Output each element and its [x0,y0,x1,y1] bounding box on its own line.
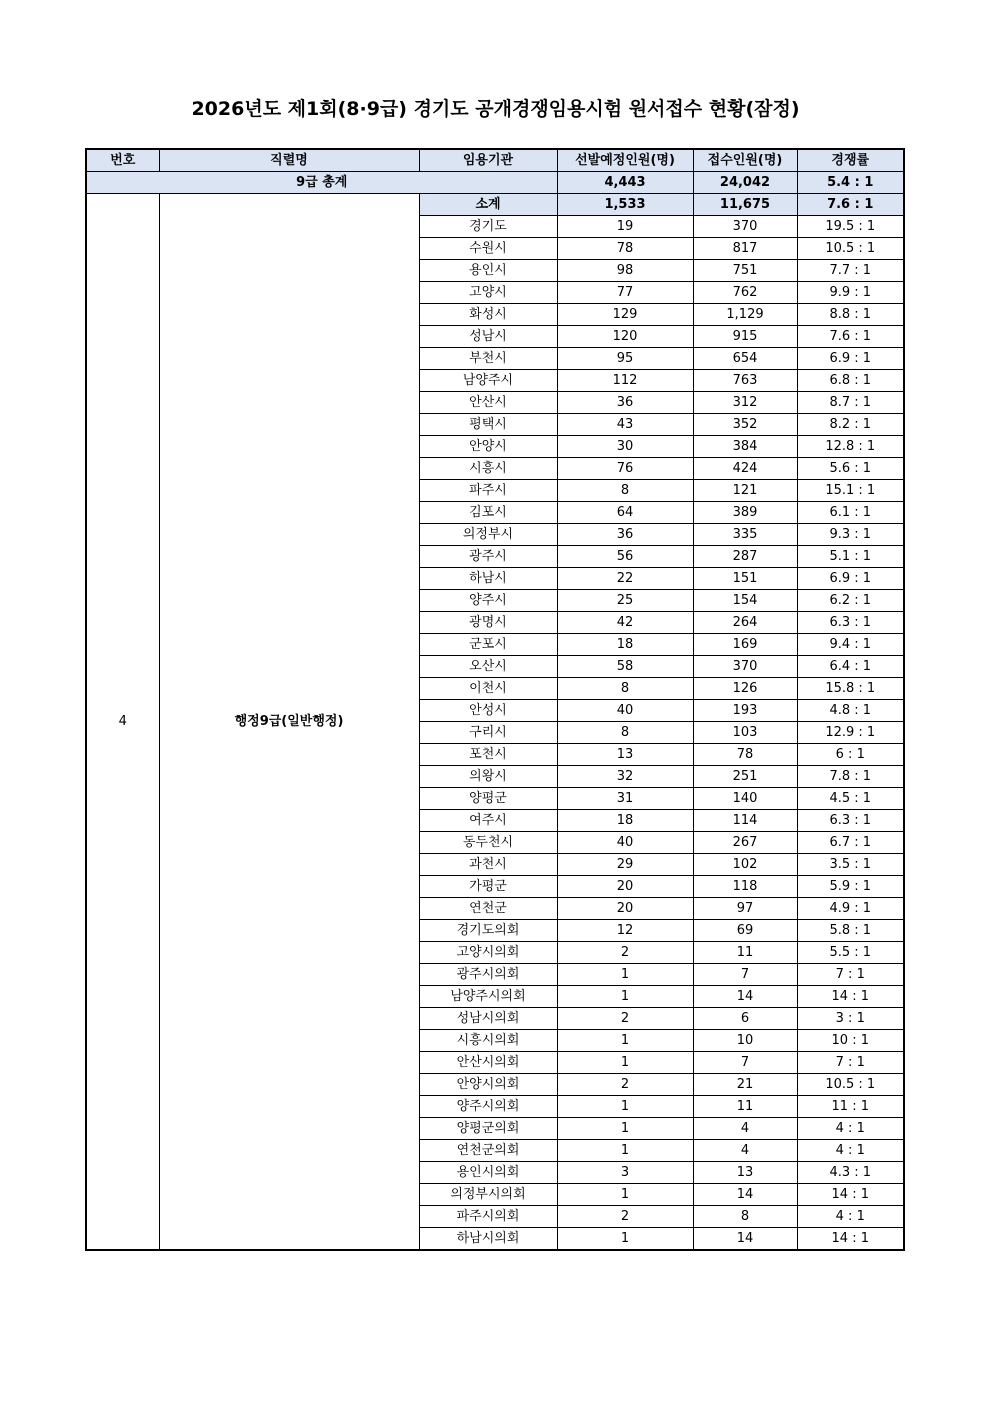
cell-ratio: 6.7 : 1 [797,832,904,854]
cell-selected: 1 [557,986,693,1008]
cell-applied: 14 [693,986,797,1008]
cell-ratio: 6 : 1 [797,744,904,766]
cell-ratio: 4 : 1 [797,1206,904,1228]
cell-ratio: 19.5 : 1 [797,216,904,238]
cell-applied: 10 [693,1030,797,1052]
cell-agency: 성남시의회 [419,1008,557,1030]
cell-ratio: 6.9 : 1 [797,348,904,370]
cell-ratio: 12.8 : 1 [797,436,904,458]
total-applied: 24,042 [693,172,797,194]
cell-selected: 112 [557,370,693,392]
group-number: 4 [86,194,159,1251]
cell-applied: 126 [693,678,797,700]
total-ratio: 5.4 : 1 [797,172,904,194]
subtotal-selected: 1,533 [557,194,693,216]
subtotal-row [86,194,904,216]
cell-selected: 2 [557,942,693,964]
cell-agency: 광명시 [419,612,557,634]
cell-applied: 287 [693,546,797,568]
cell-selected: 120 [557,326,693,348]
cell-agency: 안양시 [419,436,557,458]
cell-agency: 고양시의회 [419,942,557,964]
cell-applied: 169 [693,634,797,656]
cell-applied: 14 [693,1228,797,1251]
cell-applied: 424 [693,458,797,480]
cell-applied: 1,129 [693,304,797,326]
cell-agency: 연천군의회 [419,1140,557,1162]
cell-agency: 경기도의회 [419,920,557,942]
cell-applied: 751 [693,260,797,282]
cell-applied: 370 [693,216,797,238]
page-title: 2026년도 제1회(8·9급) 경기도 공개경쟁임용시험 원서접수 현황(잠정) [191,98,800,120]
cell-agency: 남양주시 [419,370,557,392]
cell-agency: 과천시 [419,854,557,876]
cell-selected: 1 [557,1118,693,1140]
cell-selected: 19 [557,216,693,238]
cell-agency: 성남시 [419,326,557,348]
cell-selected: 12 [557,920,693,942]
cell-ratio: 14 : 1 [797,1228,904,1251]
cell-agency: 안산시의회 [419,1052,557,1074]
cell-agency: 안산시 [419,392,557,414]
header-applied: 접수인원(명) [693,149,797,172]
cell-selected: 3 [557,1162,693,1184]
header-job: 직렬명 [159,149,419,172]
cell-selected: 32 [557,766,693,788]
total-selected: 4,443 [557,172,693,194]
cell-applied: 4 [693,1140,797,1162]
cell-agency: 파주시의회 [419,1206,557,1228]
cell-agency: 고양시 [419,282,557,304]
cell-ratio: 4.9 : 1 [797,898,904,920]
cell-ratio: 7 : 1 [797,964,904,986]
cell-selected: 1 [557,1228,693,1251]
cell-ratio: 15.8 : 1 [797,678,904,700]
cell-ratio: 6.3 : 1 [797,810,904,832]
header-ratio: 경쟁률 [797,149,904,172]
cell-agency: 하남시의회 [419,1228,557,1251]
cell-selected: 1 [557,1052,693,1074]
cell-applied: 114 [693,810,797,832]
cell-ratio: 6.1 : 1 [797,502,904,524]
subtotal-applied: 11,675 [693,194,797,216]
cell-applied: 654 [693,348,797,370]
cell-selected: 2 [557,1008,693,1030]
cell-ratio: 6.4 : 1 [797,656,904,678]
cell-ratio: 7.6 : 1 [797,326,904,348]
cell-agency: 이천시 [419,678,557,700]
cell-agency: 양주시의회 [419,1096,557,1118]
cell-agency: 남양주시의회 [419,986,557,1008]
header-agency: 임용기관 [419,149,557,172]
cell-applied: 7 [693,1052,797,1074]
total-row [86,172,904,194]
cell-applied: 11 [693,942,797,964]
cell-ratio: 14 : 1 [797,1184,904,1206]
cell-ratio: 11 : 1 [797,1096,904,1118]
cell-ratio: 8.7 : 1 [797,392,904,414]
cell-applied: 8 [693,1206,797,1228]
cell-ratio: 4 : 1 [797,1140,904,1162]
cell-applied: 389 [693,502,797,524]
cell-agency: 양평군의회 [419,1118,557,1140]
cell-applied: 335 [693,524,797,546]
cell-applied: 103 [693,722,797,744]
cell-applied: 312 [693,392,797,414]
cell-selected: 40 [557,832,693,854]
cell-ratio: 6.9 : 1 [797,568,904,590]
cell-ratio: 5.8 : 1 [797,920,904,942]
cell-ratio: 10 : 1 [797,1030,904,1052]
cell-applied: 352 [693,414,797,436]
cell-ratio: 3.5 : 1 [797,854,904,876]
cell-agency: 의정부시 [419,524,557,546]
cell-agency: 김포시 [419,502,557,524]
cell-applied: 6 [693,1008,797,1030]
cell-selected: 18 [557,810,693,832]
cell-applied: 193 [693,700,797,722]
cell-selected: 13 [557,744,693,766]
cell-ratio: 10.5 : 1 [797,1074,904,1096]
cell-ratio: 5.5 : 1 [797,942,904,964]
cell-applied: 69 [693,920,797,942]
cell-applied: 762 [693,282,797,304]
cell-agency: 동두천시 [419,832,557,854]
cell-applied: 915 [693,326,797,348]
cell-applied: 14 [693,1184,797,1206]
cell-ratio: 9.3 : 1 [797,524,904,546]
cell-applied: 121 [693,480,797,502]
cell-selected: 36 [557,524,693,546]
cell-applied: 264 [693,612,797,634]
cell-selected: 95 [557,348,693,370]
cell-agency: 부천시 [419,348,557,370]
cell-agency: 의왕시 [419,766,557,788]
cell-ratio: 6.3 : 1 [797,612,904,634]
cell-applied: 21 [693,1074,797,1096]
cell-selected: 98 [557,260,693,282]
cell-selected: 1 [557,964,693,986]
cell-ratio: 5.9 : 1 [797,876,904,898]
cell-ratio: 4 : 1 [797,1118,904,1140]
cell-ratio: 5.6 : 1 [797,458,904,480]
applications-table [85,148,905,1251]
cell-selected: 30 [557,436,693,458]
cell-agency: 경기도 [419,216,557,238]
cell-ratio: 5.1 : 1 [797,546,904,568]
cell-selected: 2 [557,1206,693,1228]
cell-applied: 4 [693,1118,797,1140]
cell-selected: 78 [557,238,693,260]
cell-selected: 20 [557,898,693,920]
cell-applied: 11 [693,1096,797,1118]
cell-agency: 용인시의회 [419,1162,557,1184]
cell-selected: 36 [557,392,693,414]
cell-agency: 연천군 [419,898,557,920]
cell-applied: 817 [693,238,797,260]
cell-ratio: 10.5 : 1 [797,238,904,260]
cell-selected: 29 [557,854,693,876]
cell-applied: 13 [693,1162,797,1184]
cell-applied: 251 [693,766,797,788]
header-number: 번호 [86,149,159,172]
cell-ratio: 6.2 : 1 [797,590,904,612]
cell-applied: 118 [693,876,797,898]
cell-agency: 시흥시의회 [419,1030,557,1052]
cell-agency: 평택시 [419,414,557,436]
cell-selected: 77 [557,282,693,304]
cell-agency: 구리시 [419,722,557,744]
cell-ratio: 8.2 : 1 [797,414,904,436]
subtotal-ratio: 7.6 : 1 [797,194,904,216]
cell-applied: 370 [693,656,797,678]
cell-agency: 의정부시의회 [419,1184,557,1206]
cell-applied: 384 [693,436,797,458]
cell-agency: 군포시 [419,634,557,656]
cell-selected: 1 [557,1140,693,1162]
cell-ratio: 12.9 : 1 [797,722,904,744]
cell-selected: 8 [557,480,693,502]
cell-selected: 8 [557,722,693,744]
cell-selected: 43 [557,414,693,436]
cell-ratio: 4.5 : 1 [797,788,904,810]
cell-agency: 화성시 [419,304,557,326]
cell-applied: 140 [693,788,797,810]
cell-selected: 25 [557,590,693,612]
cell-agency: 오산시 [419,656,557,678]
total-label: 9급 총계 [86,172,557,194]
cell-ratio: 7 : 1 [797,1052,904,1074]
cell-agency: 여주시 [419,810,557,832]
header-row [86,149,904,172]
cell-applied: 78 [693,744,797,766]
cell-ratio: 6.8 : 1 [797,370,904,392]
group-job: 행정9급(일반행정) [159,194,419,1251]
cell-selected: 129 [557,304,693,326]
cell-ratio: 4.3 : 1 [797,1162,904,1184]
cell-ratio: 15.1 : 1 [797,480,904,502]
cell-selected: 76 [557,458,693,480]
cell-agency: 가평군 [419,876,557,898]
cell-applied: 97 [693,898,797,920]
cell-ratio: 8.8 : 1 [797,304,904,326]
cell-selected: 22 [557,568,693,590]
cell-ratio: 7.8 : 1 [797,766,904,788]
cell-agency: 안양시의회 [419,1074,557,1096]
cell-ratio: 7.7 : 1 [797,260,904,282]
cell-agency: 포천시 [419,744,557,766]
cell-applied: 763 [693,370,797,392]
cell-selected: 1 [557,1030,693,1052]
cell-agency: 용인시 [419,260,557,282]
subtotal-label: 소계 [419,194,557,216]
cell-selected: 56 [557,546,693,568]
cell-applied: 267 [693,832,797,854]
cell-ratio: 14 : 1 [797,986,904,1008]
cell-selected: 1 [557,1184,693,1206]
cell-agency: 양주시 [419,590,557,612]
cell-selected: 20 [557,876,693,898]
cell-agency: 안성시 [419,700,557,722]
cell-agency: 양평군 [419,788,557,810]
cell-ratio: 9.4 : 1 [797,634,904,656]
cell-agency: 하남시 [419,568,557,590]
cell-agency: 광주시의회 [419,964,557,986]
cell-selected: 8 [557,678,693,700]
cell-agency: 시흥시 [419,458,557,480]
cell-selected: 2 [557,1074,693,1096]
cell-selected: 58 [557,656,693,678]
cell-selected: 40 [557,700,693,722]
cell-selected: 1 [557,1096,693,1118]
cell-agency: 수원시 [419,238,557,260]
cell-applied: 7 [693,964,797,986]
cell-selected: 42 [557,612,693,634]
cell-agency: 파주시 [419,480,557,502]
cell-ratio: 3 : 1 [797,1008,904,1030]
cell-applied: 102 [693,854,797,876]
cell-selected: 64 [557,502,693,524]
header-selected: 선발예정인원(명) [557,149,693,172]
cell-agency: 광주시 [419,546,557,568]
cell-selected: 31 [557,788,693,810]
cell-applied: 154 [693,590,797,612]
cell-ratio: 4.8 : 1 [797,700,904,722]
cell-selected: 18 [557,634,693,656]
cell-ratio: 9.9 : 1 [797,282,904,304]
cell-applied: 151 [693,568,797,590]
